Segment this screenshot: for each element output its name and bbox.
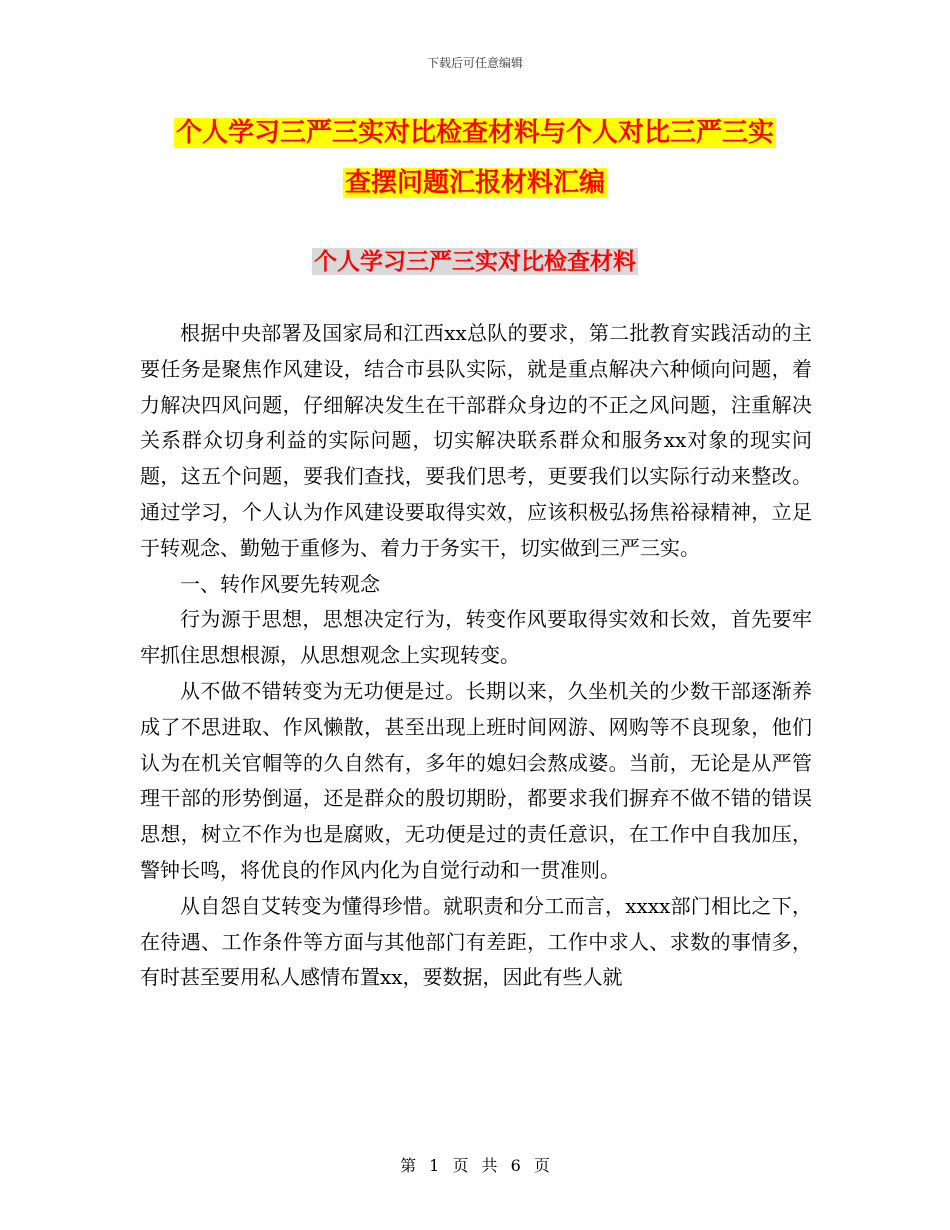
body-paragraph-2: 行为源于思想，思想决定行为，转变作风要取得实效和长效，首先要牢牢抓住思想根源，从思想观念上实现转变。 (140, 607, 812, 668)
document-body (140, 316, 812, 996)
section-title-text: 个人学习三严三实对比检查材料 (314, 248, 636, 275)
body-paragraph-1: 根据中央部署及国家局和江西xx总队的要求，第二批教育实践活动的主要任务是聚焦作风建设，结合市县队实际，就是重点解决六种倾向问题，着力解决四风问题，仔细解决发生在干部群众身边的不正之风问题，注重解决关系群众切身利益的实际问题，切实解决联系群众和服务xx对象的现实问题，这五个问题，要我们查找，要我们思考，更要我们以实际行动来整改。通过学习，个人认为作风建设要取得实效，应该积极弘扬焦裕禄精神，立足于转观念、勤勉于重修为、着力于务实干，切实做到三严三实。 (140, 321, 812, 560)
body-heading-1: 一、转作风要先转观念 (180, 571, 380, 596)
document-title-line-1: 个人学习三严三实对比检查材料与个人对比三严三实 (175, 118, 774, 148)
body-paragraph-4: 从自怨自艾转变为懂得珍惜。就职责和分工而言，xxxx部门相比之下，在待遇、工作条件等方面与其他部门有差距，工作中求人、求数的事情多，有时甚至要用私人感情布置xx，要数据，因此有些人就 (140, 893, 812, 990)
body-paragraph-3: 从不做不错转变为无功便是过。长期以来，久坐机关的少数干部逐渐养成了不思进取、作风懒散，甚至出现上班时间网游、网购等不良现象，他们认为在机关官帽等的久自然有，多年的媳妇会熬成婆。当前，无论是从严管理干部的形势倒逼，还是群众的殷切期盼，都要求我们摒弃不做不错的错误思想，树立不作为也是腐败，无功便是过的责任意识，在工作中自我加压，警钟长鸣，将优良的作风内化为自觉行动和一贯准则。 (140, 678, 812, 882)
section-title (0, 244, 950, 280)
page-header-note: 下载后可任意编辑 (426, 56, 523, 70)
document-title (0, 108, 950, 208)
page-number-footer: 第 1 页 共 6 页 (400, 1156, 550, 1175)
document-title-line-2: 查摆问题汇报材料汇编 (344, 168, 605, 198)
